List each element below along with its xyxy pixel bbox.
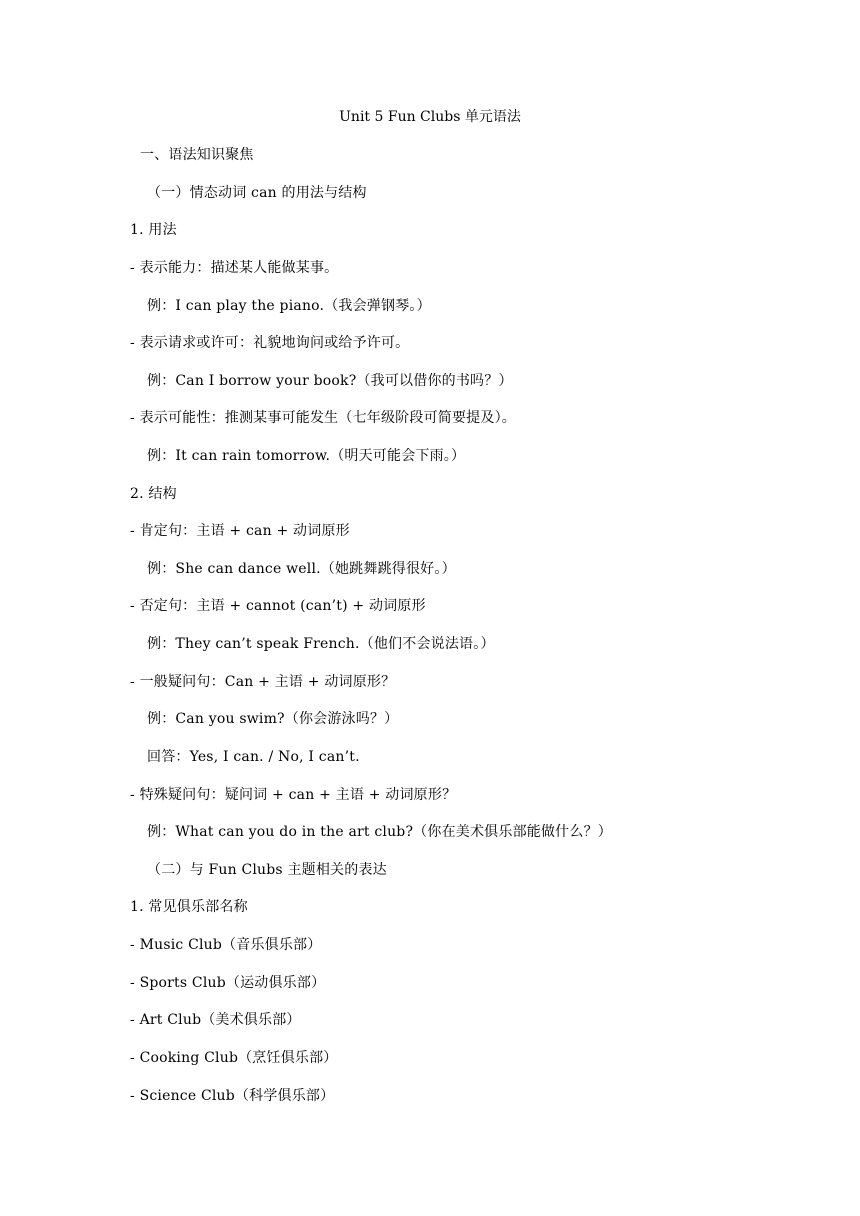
usage-possibility-example: 例：It can rain tomorrow.（明天可能会下雨。） xyxy=(147,448,466,464)
subsection-heading-fun-clubs: （二）与 Fun Clubs 主题相关的表达 xyxy=(147,862,387,878)
club-item-cooking: - Cooking Club（烹饪俱乐部） xyxy=(130,1050,338,1066)
subsection-heading-can: （一）情态动词 can 的用法与结构 xyxy=(147,185,367,201)
club-item-music: - Music Club（音乐俱乐部） xyxy=(130,937,322,953)
clubs-heading: 1. 常见俱乐部名称 xyxy=(130,899,248,915)
usage-ability-example: 例：I can play the piano.（我会弹钢琴。） xyxy=(147,298,431,314)
structure-heading: 2. 结构 xyxy=(130,486,177,502)
usage-request-example: 例：Can I borrow your book?（我可以借你的书吗？） xyxy=(147,373,513,389)
club-item-science: - Science Club（科学俱乐部） xyxy=(130,1088,335,1104)
club-item-art: - Art Club（美术俱乐部） xyxy=(130,1012,301,1028)
usage-ability: - 表示能力：描述某人能做某事。 xyxy=(130,260,339,276)
usage-possibility: - 表示可能性：推测某事可能发生（七年级阶段可简要提及）。 xyxy=(130,410,516,426)
page-title: Unit 5 Fun Clubs 单元语法 xyxy=(339,109,521,125)
structure-negative-example: 例：They can’t speak French.（他们不会说法语。） xyxy=(147,636,495,652)
club-item-sports: - Sports Club（运动俱乐部） xyxy=(130,975,326,991)
section-heading-grammar-focus: 一、语法知识聚焦 xyxy=(140,147,254,163)
usage-heading: 1. 用法 xyxy=(130,222,177,238)
structure-wh-question: - 特殊疑问句：疑问词 + can + 主语 + 动词原形？ xyxy=(130,787,457,803)
structure-negative: - 否定句：主语 + cannot (can’t) + 动词原形 xyxy=(130,598,426,614)
structure-yes-no-answer: 回答：Yes, I can. / No, I can’t. xyxy=(147,749,360,765)
structure-yes-no-example: 例：Can you swim?（你会游泳吗？） xyxy=(147,711,399,727)
structure-affirmative: - 肯定句：主语 + can + 动词原形 xyxy=(130,523,350,539)
usage-request: - 表示请求或许可：礼貌地询问或给予许可。 xyxy=(130,335,410,351)
structure-wh-example: 例：What can you do in the art club?（你在美术俱乐部能做什么？） xyxy=(147,824,612,840)
structure-yes-no-question: - 一般疑问句：Can + 主语 + 动词原形？ xyxy=(130,674,396,690)
structure-affirmative-example: 例：She can dance well.（她跳舞跳得很好。） xyxy=(147,561,456,577)
